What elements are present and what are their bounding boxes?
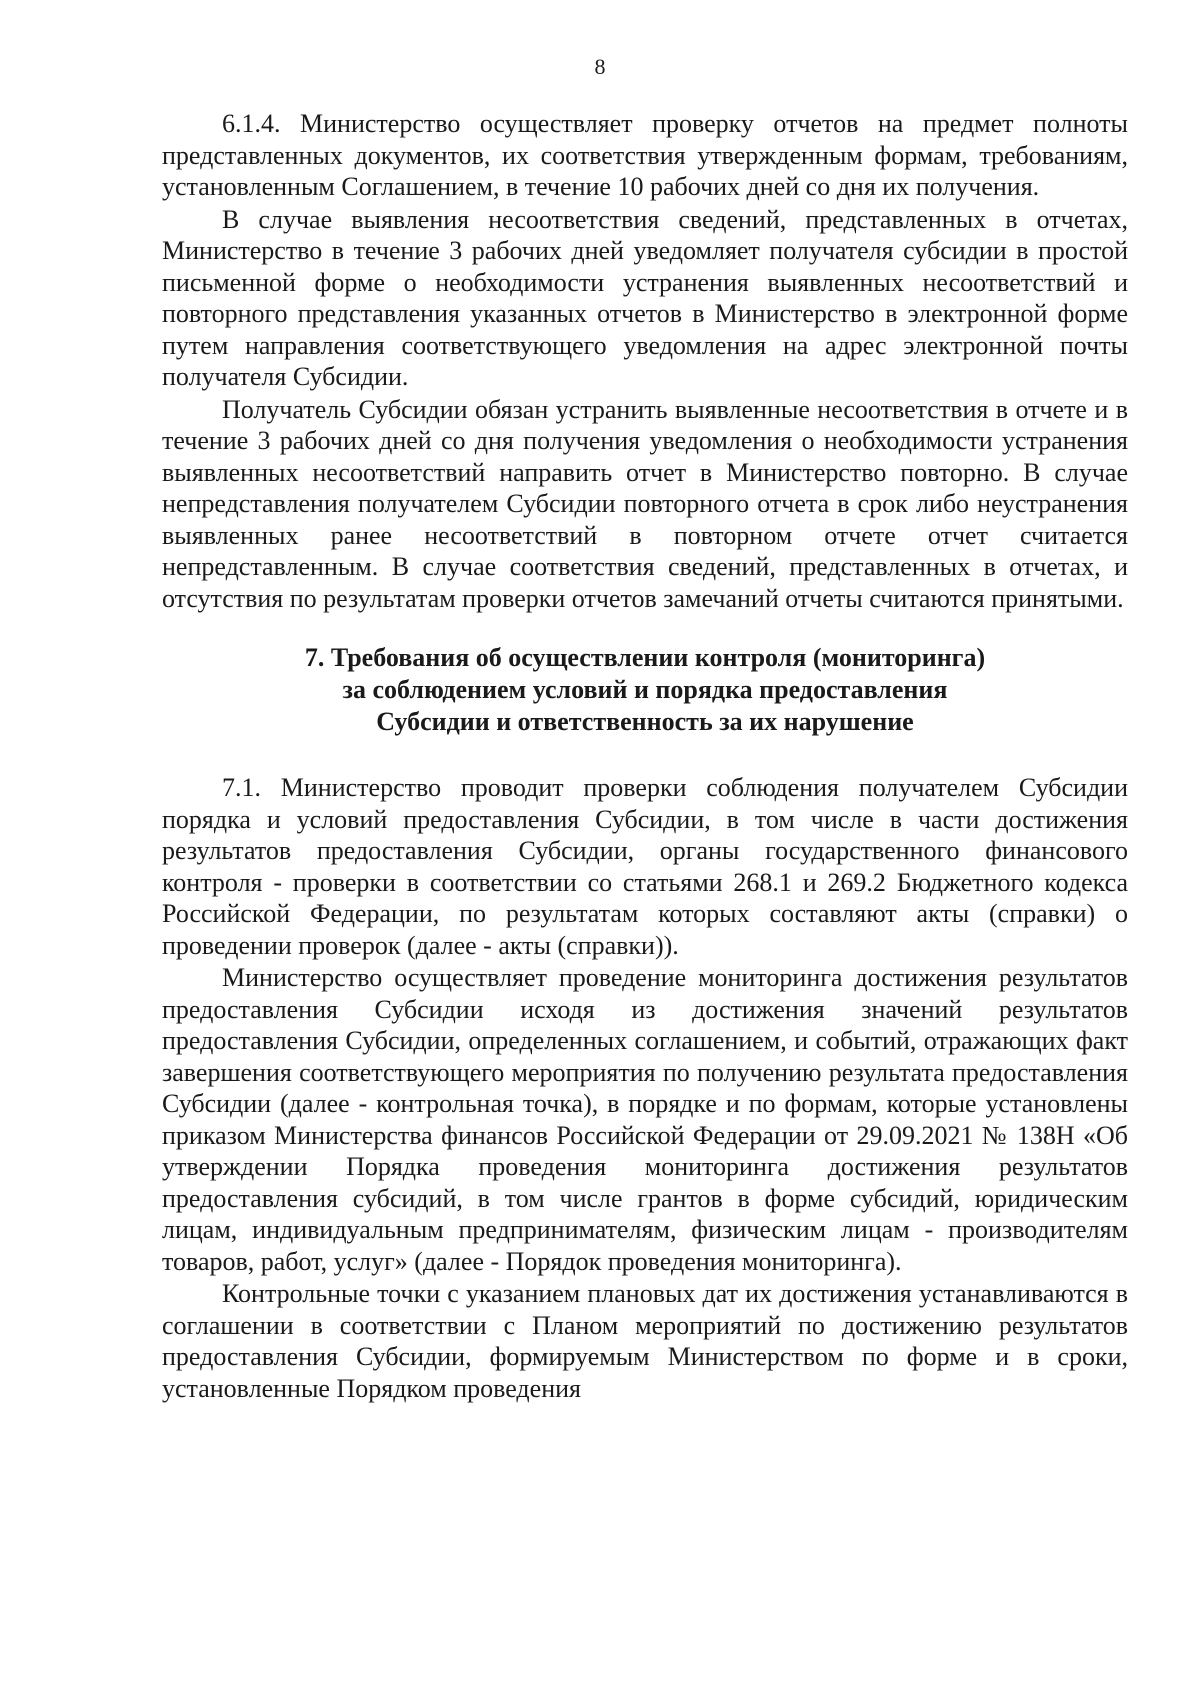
heading-line: 7. Требования об осуществлении контроля (мониторинга) bbox=[304, 643, 986, 672]
heading-line: за соблюдением условий и порядка предоставления bbox=[342, 675, 948, 704]
document-body bbox=[162, 108, 1128, 1404]
paragraph-nonconformity-notice: В случае выявления несоответствия сведений, представленных в отчетах, Министерство в течение 3 рабочих дней уведомляет получателя субсидии в простой письменной форме о необходимости устранения выявленных несоответствий и повторного представления указанных отчетов в Министерство в электронной форме путем направления соответствующего уведомления на адрес электронной почты получателя Субсидии. bbox=[162, 204, 1128, 391]
section-7-heading bbox=[162, 642, 1128, 738]
paragraph-6-1-4: 6.1.4. Министерство осуществляет проверку отчетов на предмет полноты представленных документов, их соответствия утвержденным формам, требованиям, установленным Соглашением, в течение 10 рабочих дней со дня их получения. bbox=[162, 109, 1128, 201]
paragraph-control-points: Контрольные точки с указанием плановых дат их достижения устанавливаются в соглашении в соответствии с Планом мероприятий по достижению результатов предоставления Субсидии, формируемым Министерством по форме и в сроки, установленные Порядком проведения bbox=[162, 1279, 1128, 1403]
heading-line: Субсидии и ответственность за их нарушение bbox=[376, 707, 914, 736]
paragraph-7-1: 7.1. Министерство проводит проверки соблюдения получателем Субсидии порядка и условий предоставления Субсидии, в том числе в части достижения результатов предоставления Субсидии, органы государственного финансового контроля - проверки в соответствии со статьями 268.1 и 269.2 Бюджетного кодекса Российской Федерации, по результатам которых составляют акты (справки) о проведении проверок (далее - акты (справки)). bbox=[162, 773, 1128, 960]
paragraph-recipient-obligation: Получатель Субсидии обязан устранить выявленные несоответствия в отчете и в течение 3 рабочих дней со дня получения уведомления о необходимости устранения выявленных несоответствий направить отчет в Министерство повторно. В случае непредставления получателем Субсидии повторного отчета в срок либо неустранения выявленных ранее несоответствий в повторном отчете отчет считается непредставленным. В случае соответствия сведений, представленных в отчетах, и отсутствия по результатам проверки отчетов замечаний отчеты считаются принятыми. bbox=[162, 394, 1128, 613]
page-number: 8 bbox=[594, 54, 606, 79]
paragraph-monitoring: Министерство осуществляет проведение мониторинга достижения результатов предоставления Субсидии исходя из достижения значений результатов предоставления Субсидии, определенных соглашением, и событий, отражающих факт завершения соответствующего мероприятия по получению результата предоставления Субсидии (далее - контрольная точка), в порядке и по формам, которые установлены приказом Министерства финансов Российской Федерации от 29.09.2021 № 138Н «Об утверждении Порядка проведения мониторинга достижения результатов предоставления субсидий, в том числе грантов в форме субсидий, юридическим лицам, индивидуальным предпринимателям, физическим лицам - производителям товаров, работ, услуг» (далее - Порядок проведения мониторинга). bbox=[162, 963, 1128, 1276]
